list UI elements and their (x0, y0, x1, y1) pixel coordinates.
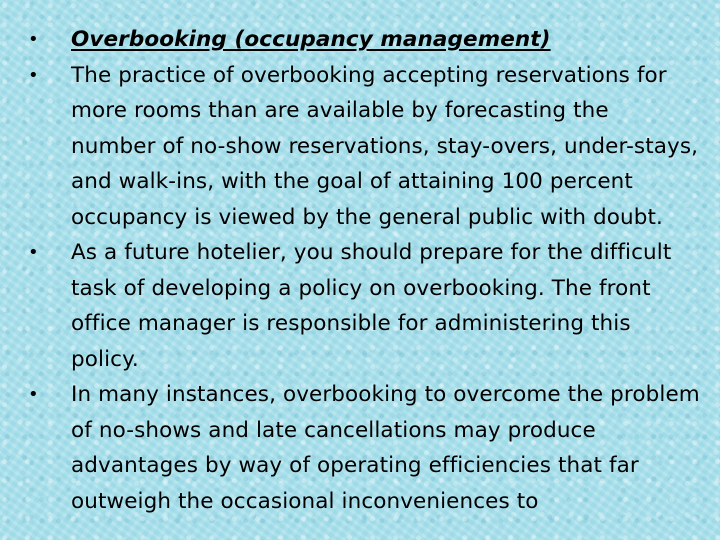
bullet-item (28, 377, 700, 519)
bullet-icon: • (28, 242, 39, 263)
slide-heading: Overbooking (occupancy management) (71, 27, 551, 52)
bullet-icon: • (28, 29, 39, 50)
bullet-item-heading (28, 22, 700, 58)
bullet-text: In many instances, overbooking to overcome the problem of no-shows and late cancellations may produce advantages by way of operating efficiencies that far outweigh the occasional inconveniences to (71, 382, 700, 514)
bullet-icon: • (28, 64, 39, 86)
bullet-list (28, 22, 700, 519)
bullet-item (28, 58, 700, 236)
bullet-item (28, 235, 700, 377)
bullet-text: As a future hotelier, you should prepare for the difficult task of developing a policy on overbooking. The front office manager is responsible for administering this policy. (71, 240, 672, 372)
bullet-icon: • (28, 384, 39, 405)
bullet-text: The practice of overbooking accepting reservations for more rooms than are available by forecasting the number of no-show reservations, stay-overs, under-stays, and walk-ins, with the goal of attaining 100 percent occupancy is viewed by the general public with doubt. (71, 62, 699, 230)
